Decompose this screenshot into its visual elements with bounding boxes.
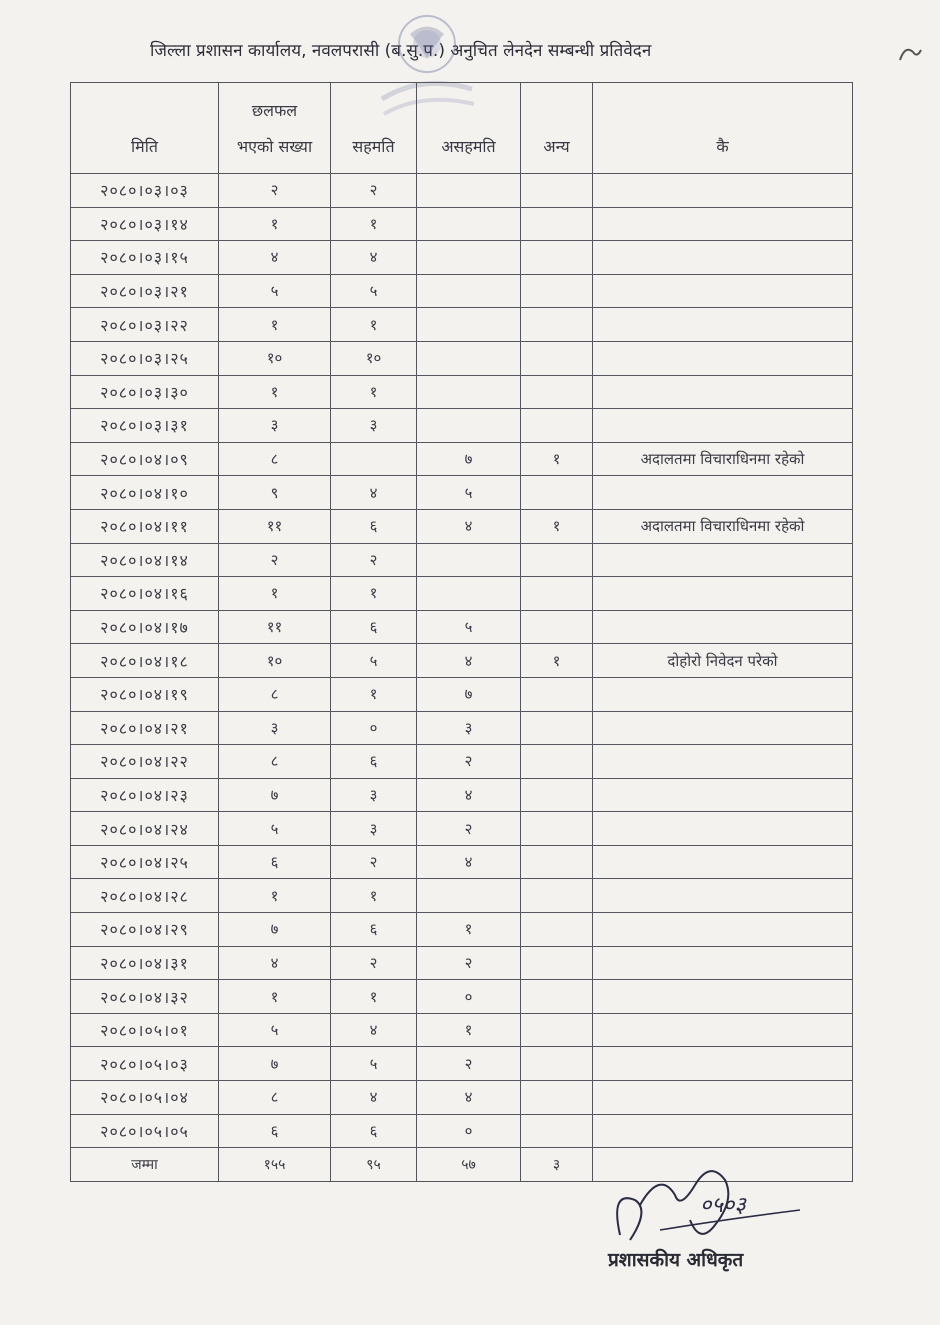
column-header-agree: सहमति [331, 83, 417, 174]
table-row [71, 509, 853, 543]
count-cell: १ [219, 375, 331, 409]
disagree-cell: ५ [417, 476, 521, 510]
count-cell: ८ [219, 1081, 331, 1115]
count-cell: ७ [219, 913, 331, 947]
remarks-cell [593, 879, 853, 913]
table-row [71, 543, 853, 577]
agree-cell: ४ [331, 1013, 417, 1047]
remarks-cell [593, 1013, 853, 1047]
remarks-cell [593, 610, 853, 644]
remarks-cell [593, 308, 853, 342]
date-cell: २०८०।०४।२३ [71, 778, 219, 812]
column-header-disagree: असहमति [417, 83, 521, 174]
date-cell: २०८०।०३।३१ [71, 409, 219, 443]
remarks-cell [593, 577, 853, 611]
remarks-cell [593, 241, 853, 275]
remarks-cell [593, 946, 853, 980]
agree-cell: ६ [331, 913, 417, 947]
other-cell [521, 409, 593, 443]
disagree-cell: ४ [417, 845, 521, 879]
other-cell [521, 778, 593, 812]
other-cell [521, 207, 593, 241]
other-cell: १ [521, 442, 593, 476]
date-cell: २०८०।०४।२२ [71, 745, 219, 779]
date-cell: २०८०।०५।०५ [71, 1114, 219, 1148]
count-cell: २ [219, 543, 331, 577]
date-cell: २०८०।०३।१५ [71, 241, 219, 275]
date-cell: २०८०।०४।२१ [71, 711, 219, 745]
table-row [71, 610, 853, 644]
disagree-cell [417, 879, 521, 913]
count-cell: २ [219, 174, 331, 208]
disagree-cell: ४ [417, 1081, 521, 1115]
disagree-cell [417, 274, 521, 308]
disagree-cell: ४ [417, 644, 521, 678]
agree-cell: २ [331, 174, 417, 208]
other-cell [521, 543, 593, 577]
count-cell: १ [219, 879, 331, 913]
agree-cell: १ [331, 375, 417, 409]
date-cell: २०८०।०४।१६ [71, 577, 219, 611]
remarks-cell [593, 711, 853, 745]
count-cell: ८ [219, 745, 331, 779]
disagree-cell [417, 308, 521, 342]
count-cell: १ [219, 207, 331, 241]
table-row [71, 677, 853, 711]
count-cell: १० [219, 644, 331, 678]
date-cell: २०८०।०५।०१ [71, 1013, 219, 1047]
agree-cell: ६ [331, 745, 417, 779]
disagree-cell: १ [417, 913, 521, 947]
other-cell [521, 980, 593, 1014]
count-cell: ११ [219, 610, 331, 644]
agree-cell: ६ [331, 509, 417, 543]
disagree-cell: २ [417, 745, 521, 779]
other-cell [521, 476, 593, 510]
corner-ink-smudge [895, 40, 925, 70]
remarks-cell [593, 375, 853, 409]
remarks-cell [593, 980, 853, 1014]
agree-cell: ४ [331, 476, 417, 510]
date-cell: २०८०।०५।०३ [71, 1047, 219, 1081]
disagree-cell: ७ [417, 677, 521, 711]
signatory-title: प्रशासकीय अधिकृत [608, 1249, 744, 1271]
total-disagree: ५७ [417, 1148, 521, 1182]
date-cell: २०८०।०४।२८ [71, 879, 219, 913]
count-cell: ६ [219, 1114, 331, 1148]
table-row [71, 879, 853, 913]
count-cell: ९ [219, 476, 331, 510]
date-cell: २०८०।०३।०३ [71, 174, 219, 208]
date-cell: २०८०।०४।३२ [71, 980, 219, 1014]
remarks-cell [593, 341, 853, 375]
disagree-cell [417, 174, 521, 208]
disagree-cell: ७ [417, 442, 521, 476]
date-cell: २०८०।०३।२१ [71, 274, 219, 308]
table-row [71, 711, 853, 745]
count-cell: १० [219, 341, 331, 375]
table-row [71, 845, 853, 879]
table-row [71, 174, 853, 208]
date-cell: २०८०।०४।३१ [71, 946, 219, 980]
date-cell: २०८०।०४।१८ [71, 644, 219, 678]
disagree-cell: ४ [417, 778, 521, 812]
disagree-cell: ५ [417, 610, 521, 644]
table-row [71, 207, 853, 241]
table-row [71, 1047, 853, 1081]
date-cell: २०८०।०४।१७ [71, 610, 219, 644]
agree-cell: ६ [331, 1114, 417, 1148]
disagree-cell: १ [417, 1013, 521, 1047]
table-row [71, 946, 853, 980]
date-cell: २०८०।०४।१० [71, 476, 219, 510]
date-cell: २०८०।०४।०९ [71, 442, 219, 476]
total-other: ३ [521, 1148, 593, 1182]
date-cell: २०८०।०३।३० [71, 375, 219, 409]
agree-cell [331, 442, 417, 476]
other-cell [521, 1013, 593, 1047]
remarks-cell [593, 274, 853, 308]
other-cell [521, 913, 593, 947]
remarks-cell [593, 1081, 853, 1115]
disagree-cell [417, 207, 521, 241]
count-cell: ८ [219, 442, 331, 476]
agree-cell: ५ [331, 274, 417, 308]
table-row [71, 241, 853, 275]
date-cell: २०८०।०३।१४ [71, 207, 219, 241]
remarks-cell [593, 845, 853, 879]
other-cell [521, 610, 593, 644]
table-row [71, 913, 853, 947]
other-cell [521, 308, 593, 342]
total-agree: ९५ [331, 1148, 417, 1182]
other-cell: १ [521, 509, 593, 543]
count-cell: ३ [219, 711, 331, 745]
remarks-cell: दोहोरो निवेदन परेको [593, 644, 853, 678]
other-cell [521, 174, 593, 208]
count-cell: ५ [219, 274, 331, 308]
agree-cell: ३ [331, 812, 417, 846]
disagree-cell: ४ [417, 509, 521, 543]
other-cell [521, 745, 593, 779]
signature-date: ०५०३ [700, 1193, 746, 1218]
column-header-count: छलफल भएको सख्या [219, 83, 331, 174]
agree-cell: ४ [331, 1081, 417, 1115]
table-row [71, 308, 853, 342]
table-row [71, 577, 853, 611]
agree-cell: १ [331, 207, 417, 241]
other-cell [521, 375, 593, 409]
disagree-cell [417, 241, 521, 275]
date-cell: २०८०।०४।२५ [71, 845, 219, 879]
disagree-cell [417, 577, 521, 611]
remarks-cell [593, 1047, 853, 1081]
disagree-cell: २ [417, 812, 521, 846]
disagree-cell: ० [417, 1114, 521, 1148]
table-row [71, 644, 853, 678]
page-title: जिल्ला प्रशासन कार्यालय, नवलपरासी (ब.सु.प.) अनुचित लेनदेन सम्बन्धी प्रतिवेदन [150, 41, 652, 61]
table-row [71, 442, 853, 476]
count-cell: ८ [219, 677, 331, 711]
agree-cell: ३ [331, 778, 417, 812]
agree-cell: १ [331, 308, 417, 342]
agree-cell: १० [331, 341, 417, 375]
other-cell [521, 946, 593, 980]
table-row [71, 1081, 853, 1115]
agree-cell: ० [331, 711, 417, 745]
agree-cell: १ [331, 879, 417, 913]
table-row [71, 274, 853, 308]
date-cell: २०८०।०३।२५ [71, 341, 219, 375]
handwritten-signature [600, 1150, 820, 1250]
agree-cell: ५ [331, 1047, 417, 1081]
count-cell: ७ [219, 1047, 331, 1081]
count-cell: ४ [219, 946, 331, 980]
table-row [71, 341, 853, 375]
table-row [71, 745, 853, 779]
table-row [71, 1013, 853, 1047]
total-count: १५५ [219, 1148, 331, 1182]
remarks-cell [593, 778, 853, 812]
remarks-cell [593, 476, 853, 510]
disagree-cell: ३ [417, 711, 521, 745]
other-cell [521, 1081, 593, 1115]
column-header-other: अन्य [521, 83, 593, 174]
other-cell [521, 241, 593, 275]
table-row [71, 980, 853, 1014]
table-row [71, 1114, 853, 1148]
remarks-cell: अदालतमा विचाराधिनमा रहेको [593, 509, 853, 543]
date-cell: २०८०।०४।१४ [71, 543, 219, 577]
table-row [71, 778, 853, 812]
table-row [71, 812, 853, 846]
other-cell [521, 711, 593, 745]
count-cell: १ [219, 577, 331, 611]
remarks-cell [593, 543, 853, 577]
count-cell: ३ [219, 409, 331, 443]
count-cell: १ [219, 980, 331, 1014]
remarks-cell [593, 1114, 853, 1148]
agree-cell: १ [331, 980, 417, 1014]
remarks-cell [593, 745, 853, 779]
remarks-cell [593, 913, 853, 947]
other-cell [521, 1114, 593, 1148]
table-row [71, 375, 853, 409]
count-cell: ५ [219, 1013, 331, 1047]
disagree-cell: २ [417, 1047, 521, 1081]
other-cell [521, 879, 593, 913]
table-row [71, 409, 853, 443]
date-cell: २०८०।०४।१९ [71, 677, 219, 711]
date-cell: २०८०।०३।२२ [71, 308, 219, 342]
count-cell: ५ [219, 812, 331, 846]
other-cell [521, 812, 593, 846]
other-cell [521, 341, 593, 375]
column-header-remarks: कै [593, 83, 853, 174]
count-cell: ११ [219, 509, 331, 543]
disagree-cell [417, 543, 521, 577]
agree-cell: ५ [331, 644, 417, 678]
count-cell: १ [219, 308, 331, 342]
agree-cell: ३ [331, 409, 417, 443]
agree-cell: १ [331, 577, 417, 611]
table-row [71, 476, 853, 510]
count-cell: ७ [219, 778, 331, 812]
disagree-cell: ० [417, 980, 521, 1014]
count-cell: ६ [219, 845, 331, 879]
remarks-cell [593, 677, 853, 711]
agree-cell: ६ [331, 610, 417, 644]
remarks-cell [593, 812, 853, 846]
count-cell: ४ [219, 241, 331, 275]
date-cell: २०८०।०४।२९ [71, 913, 219, 947]
agree-cell: २ [331, 543, 417, 577]
date-cell: २०८०।०४।२४ [71, 812, 219, 846]
agree-cell: २ [331, 845, 417, 879]
disputes-report-table [70, 82, 853, 1182]
total-label: जम्मा [71, 1148, 219, 1182]
remarks-cell [593, 207, 853, 241]
other-cell [521, 274, 593, 308]
agree-cell: ४ [331, 241, 417, 275]
agree-cell: २ [331, 946, 417, 980]
table-header-row [71, 83, 853, 174]
agree-cell: १ [331, 677, 417, 711]
disagree-cell [417, 375, 521, 409]
other-cell [521, 577, 593, 611]
disagree-cell [417, 341, 521, 375]
other-cell [521, 677, 593, 711]
remarks-cell [593, 174, 853, 208]
other-cell [521, 1047, 593, 1081]
date-cell: २०८०।०५।०४ [71, 1081, 219, 1115]
remarks-cell: अदालतमा विचाराधिनमा रहेको [593, 442, 853, 476]
remarks-cell [593, 409, 853, 443]
disagree-cell: २ [417, 946, 521, 980]
disagree-cell [417, 409, 521, 443]
date-cell: २०८०।०४।११ [71, 509, 219, 543]
column-header-date: मिति [71, 83, 219, 174]
other-cell [521, 845, 593, 879]
other-cell: १ [521, 644, 593, 678]
